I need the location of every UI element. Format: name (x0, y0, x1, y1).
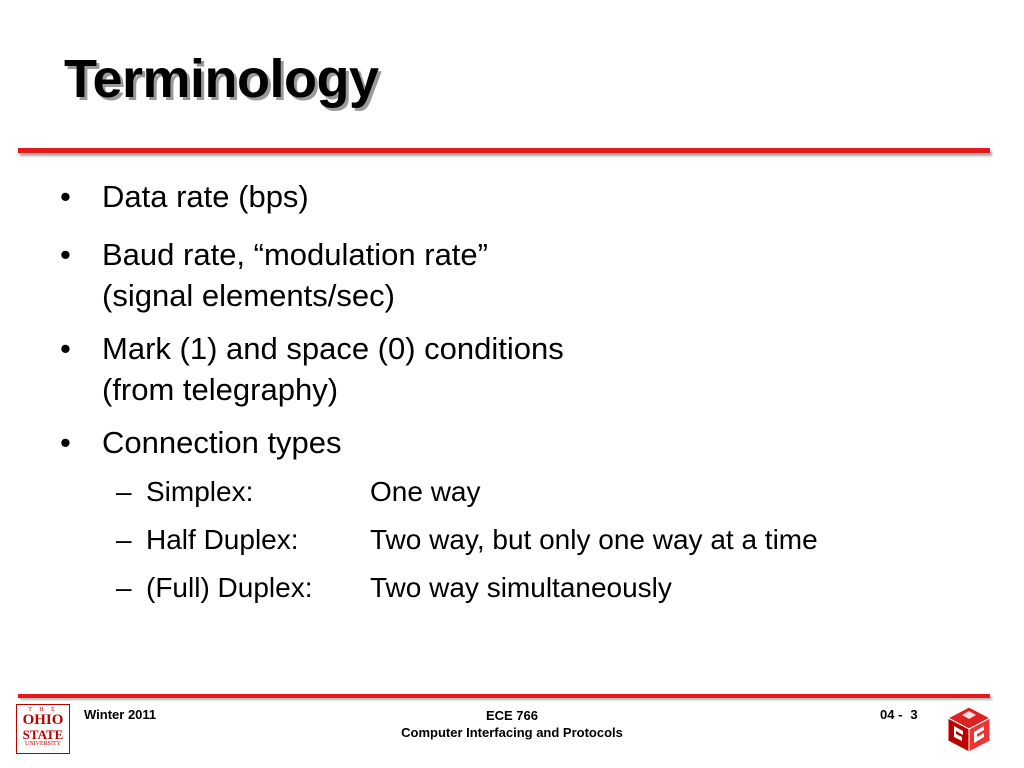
ece-cube-logo-icon (944, 704, 994, 754)
osu-logo-ohio: OHIO (22, 712, 64, 728)
footer-divider (18, 694, 990, 698)
bullet-dot: • (60, 425, 71, 460)
footer-course (300, 707, 724, 741)
title-divider (18, 148, 990, 153)
sub-bullet-item (58, 564, 998, 612)
bullet-dot: • (60, 179, 71, 214)
bullet-text-continuation: (signal elements/sec) (102, 278, 395, 313)
bullet-dot: • (60, 331, 71, 366)
slide-title: Terminology (64, 49, 379, 109)
sub-bullet-item (58, 468, 998, 516)
sub-bullet-desc: One way (370, 476, 481, 507)
bullet-text-continuation: (from telegraphy) (102, 372, 339, 407)
footer-course-title: Computer Interfacing and Protocols (401, 725, 623, 740)
bullet-text: Mark (1) and space (0) conditions (102, 331, 564, 366)
footer-chapter: 04 - (880, 707, 903, 722)
osu-logo-university: UNIVERSITY (25, 741, 61, 747)
footer-course-code: ECE 766 (485, 708, 539, 723)
sub-bullet-item (58, 516, 998, 564)
bullet-text: Connection types (102, 425, 342, 460)
sub-bullet-desc: Two way, but only one way at a time (370, 524, 818, 555)
osu-logo-the: T H E (28, 707, 58, 713)
footer-page-number (880, 707, 918, 722)
bullet-item (58, 230, 998, 316)
bullet-list (58, 172, 998, 612)
bullet-item (58, 324, 998, 410)
sub-bullet-desc: Two way simultaneously (370, 572, 672, 603)
osu-logo-state: STATE (22, 727, 64, 742)
bullet-text: Data rate (bps) (102, 179, 309, 214)
sub-bullet-term: (Full) Duplex: (146, 572, 313, 603)
bullet-item (58, 172, 998, 222)
sub-bullet-term: Simplex: (146, 476, 254, 507)
bullet-item (58, 418, 998, 468)
osu-logo-icon (16, 704, 70, 754)
sub-bullet-dash: – (116, 524, 132, 555)
bullet-text: Baud rate, “modulation rate” (102, 237, 488, 272)
sub-bullet-dash: – (116, 572, 132, 603)
sub-bullet-dash: – (116, 476, 132, 507)
footer-term: Winter 2011 (84, 707, 157, 722)
sub-bullet-term: Half Duplex: (146, 524, 299, 555)
bullet-dot: • (60, 237, 71, 272)
footer-page: 3 (910, 707, 918, 722)
